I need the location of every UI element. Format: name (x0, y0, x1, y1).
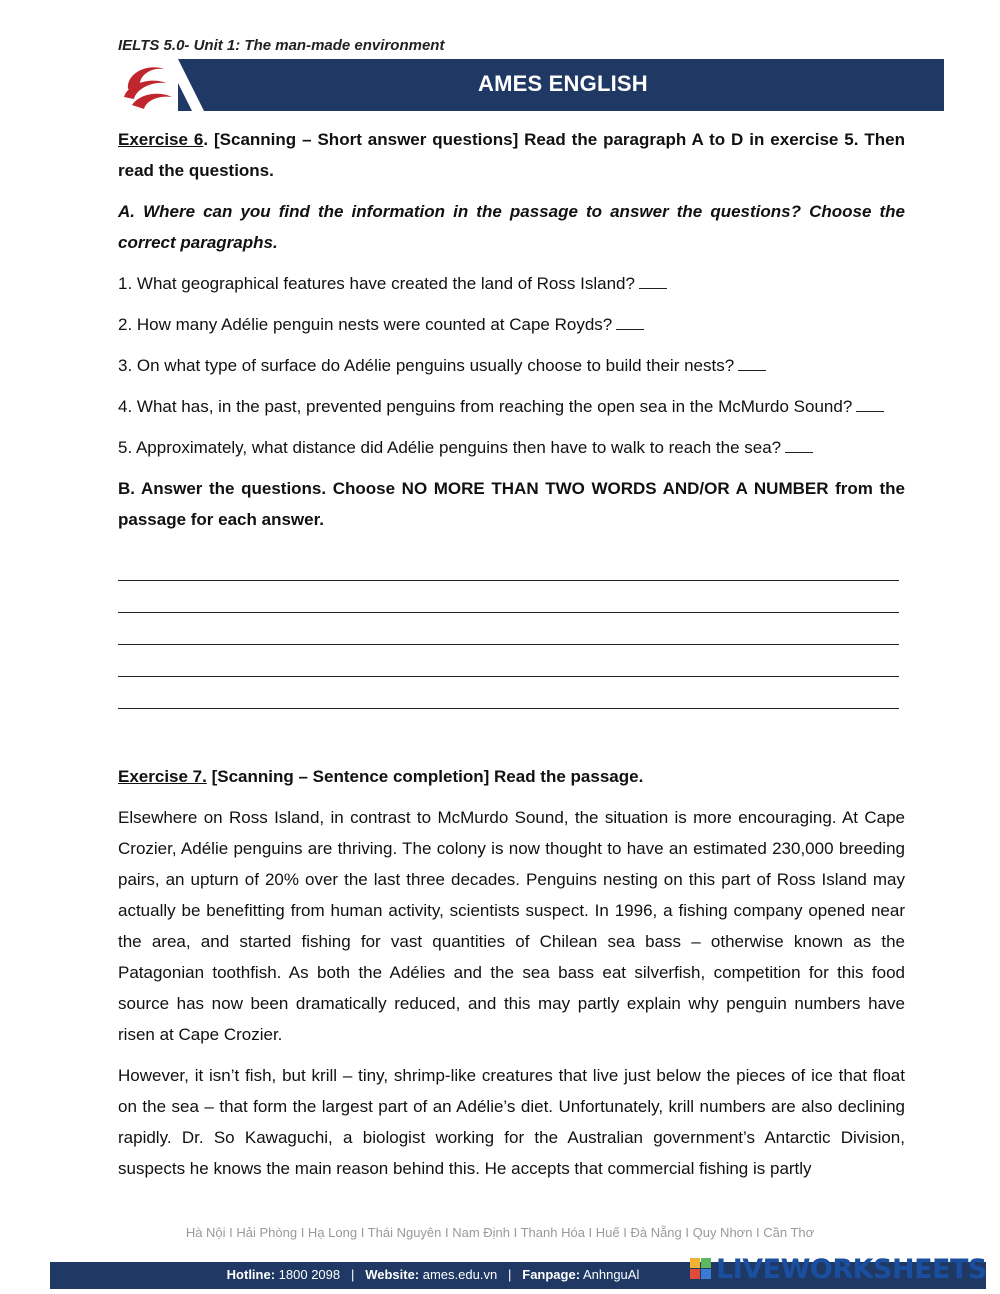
exercise6-label: Exercise 6 (118, 130, 204, 149)
course-note: IELTS 5.0- Unit 1: The man-made environment (118, 37, 445, 54)
exercise6-intro: . [Scanning – Short answer questions] Read the paragraph A to D in exercise 5. Then read the questions. (118, 130, 905, 180)
liveworksheets-watermark (690, 1254, 990, 1288)
hotline-value: 1800 2098 (278, 1267, 341, 1282)
answer-blank-4[interactable] (856, 397, 884, 412)
exercise6-heading (118, 124, 905, 186)
question-3 (118, 350, 905, 381)
answer-line[interactable] (118, 581, 899, 613)
question-2-text: 2. How many Adélie penguin nests were counted at Cape Royds? (118, 315, 613, 334)
question-1-text: 1. What geographical features have created the land of Ross Island? (118, 274, 635, 293)
fanpage-value[interactable]: AnhnguAl (582, 1267, 640, 1282)
question-4 (118, 391, 905, 422)
exercise6-part-a: A. Where can you find the information in the passage to answer the questions? Choose the correct paragraphs. (118, 202, 905, 252)
question-5-text: 5. Approximately, what distance did Adélie penguins then have to walk to reach the sea? (118, 438, 782, 457)
exercise7-intro: [Scanning – Sentence completion] Read the passage. (206, 767, 644, 786)
answer-blank-5[interactable] (785, 438, 813, 453)
answer-line[interactable] (118, 645, 899, 677)
fanpage-label: Fanpage: (522, 1267, 581, 1282)
question-3-text: 3. On what type of surface do Adélie penguins usually choose to build their nests? (118, 356, 735, 375)
answer-blank-3[interactable] (738, 356, 766, 371)
brand-title: AMES ENGLISH (478, 71, 648, 96)
watermark-text: LIVEWORKSHEETS (716, 1254, 987, 1285)
footer-cities: Hà Nội I Hải Phòng I Hạ Long I Thái Nguyên I Nam Định I Thanh Hóa I Huế I Đà Nẵng I Quy Nhơn I Cần Thơ (185, 1225, 815, 1240)
worksheet-content (118, 124, 905, 1194)
footer-contact: Hotline: 1800 2098 | Website: ames.edu.vn | Fanpage: AnhnguAl (226, 1267, 640, 1282)
exercise7-label: Exercise 7. (118, 767, 207, 786)
passage-paragraph-2: However, it isn’t fish, but krill – tiny, shrimp-like creatures that live just below the pieces of ice that float on the sea – that form the largest part of an Adélie’s diet. Unfortunately, krill numbers are also declining rapidly. Dr. So Kawaguchi, a biologist working for the Australian government’s Antarctic Division, suspects he knows the main reason behind this. He accepts that commercial fishing is partly (118, 1066, 905, 1178)
exercise6-part-b: B. Answer the questions. Choose NO MORE THAN TWO WORDS AND/OR A NUMBER from the passage for each answer. (118, 479, 905, 529)
liveworksheets-logo-icon (690, 1258, 712, 1280)
answer-line[interactable] (118, 613, 899, 645)
passage-paragraph-1: Elsewhere on Ross Island, in contrast to McMurdo Sound, the situation is more encouraging. At Cape Crozier, Adélie penguins are thriving. The colony is now thought to have an estimated 230,000 breeding pairs, an upturn of 20% over the last three decades. Penguins nesting on this part of Ross Island may actually be benefitting from human activity, scientists suspect. In 1996, a fishing company opened near the area, and started fishing for vast quantities of Chilean sea bass – otherwise known as the Patagonian toothfish. As both the Adélies and the sea bass eat silverfish, competition for this food source has now been dramatically reduced, and this may partly explain why penguin numbers have risen at Cape Crozier. (118, 808, 905, 1044)
question-2 (118, 309, 905, 340)
answer-line[interactable] (118, 549, 899, 581)
question-1 (118, 268, 905, 299)
answer-lines (118, 549, 905, 709)
ames-banner (118, 59, 944, 111)
ames-logo-icon (118, 59, 228, 111)
website-value[interactable]: ames.edu.vn (422, 1267, 498, 1282)
answer-line[interactable] (118, 677, 899, 709)
website-label: Website: (365, 1267, 420, 1282)
hotline-label: Hotline: (226, 1267, 276, 1282)
answer-blank-2[interactable] (616, 315, 644, 330)
question-5 (118, 432, 905, 463)
question-4-text: 4. What has, in the past, prevented penguins from reaching the open sea in the McMurdo Sound? (118, 397, 853, 416)
answer-blank-1[interactable] (639, 274, 667, 289)
exercise7-heading (118, 761, 905, 792)
